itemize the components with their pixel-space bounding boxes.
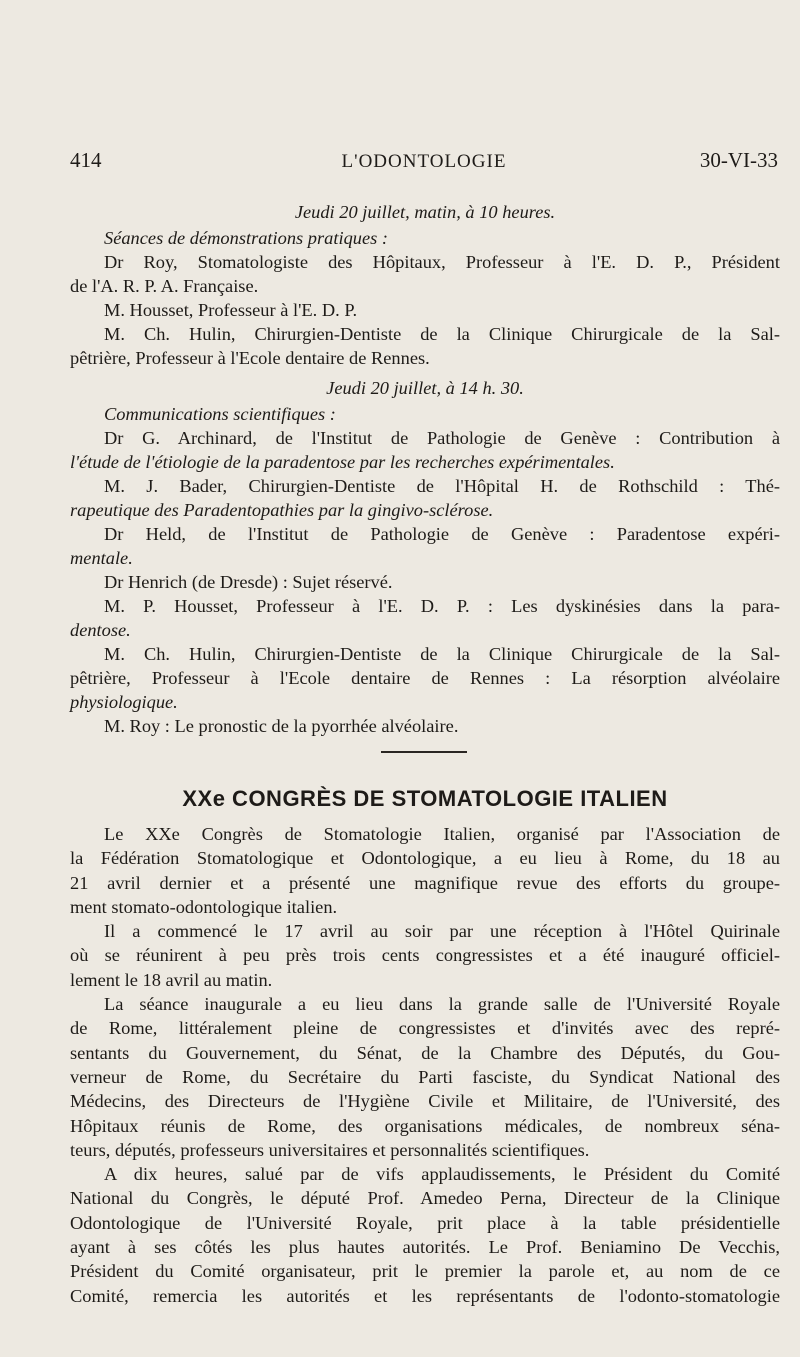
article-line: ayant à ses côtés les plus hautes autorités. Le Prof. Beniamino De Vecchis, [70, 1237, 780, 1257]
article-line: La séance inaugurale a eu lieu dans la grande salle de l'Université Royale [104, 994, 780, 1014]
hulin-line-3: physiologique. [70, 692, 178, 712]
issue-date: 30-VI-33 [699, 148, 778, 172]
article-line: Médecins, des Directeurs de l'Hygiène Civile et Militaire, de l'Université, des [70, 1091, 780, 1111]
afternoon-subheading: Communications scientifiques : [104, 404, 336, 424]
housset-line-2: dentose. [70, 620, 131, 640]
hulin-line-2: pêtrière, Professeur à l'Ecole dentaire de Rennes : La résorption alvéolaire [70, 668, 780, 688]
held-line-1: Dr Held, de l'Institut de Pathologie de Genève : Paradentose expéri- [104, 524, 780, 544]
morning-roy-line-2: de l'A. R. P. A. Française. [70, 276, 259, 296]
article-title: XXe CONGRÈS DE STOMATOLOGIE ITALIEN [182, 786, 668, 811]
article-line: sentants du Gouvernement, du Sénat, de la Chambre des Députés, du Gou- [70, 1043, 780, 1063]
roy-line: M. Roy : Le pronostic de la pyorrhée alvéolaire. [104, 716, 459, 736]
article-line: 21 avril dernier et a présenté une magnifique revue des efforts du groupe- [70, 873, 780, 893]
section-divider [381, 751, 467, 753]
bader-line-2: rapeutique des Paradentopathies par la gingivo-sclérose. [70, 500, 494, 520]
henrich-line: Dr Henrich (de Dresde) : Sujet réservé. [104, 572, 393, 592]
article-line: Le XXe Congrès de Stomatologie Italien, organisé par l'Association de [104, 824, 780, 844]
article-line: Comité, remercia les autorités et les représentants de l'odonto-stomatologie [70, 1286, 780, 1306]
article-line: A dix heures, salué par de vifs applaudissements, le Président du Comité [104, 1164, 780, 1184]
morning-hulin-line-2: pêtrière, Professeur à l'Ecole dentaire de Rennes. [70, 348, 430, 368]
held-line-2: mentale. [70, 548, 133, 568]
afternoon-heading: Jeudi 20 juillet, à 14 h. 30. [326, 378, 524, 398]
hulin-line-1: M. Ch. Hulin, Chirurgien-Dentiste de la Clinique Chirurgicale de la Sal- [104, 644, 780, 664]
journal-title: L'ODONTOLOGIE [341, 151, 507, 172]
article-line: où se réunirent à peu près trois cents congressistes et a été inauguré officiel- [70, 945, 780, 965]
article-line: la Fédération Stomatologique et Odontologique, a eu lieu à Rome, du 18 au [70, 848, 780, 868]
article-line: lement le 18 avril au matin. [70, 970, 273, 990]
article-line: Président du Comité organisateur, prit le premier la parole et, au nom de ce [70, 1261, 780, 1281]
archinard-line-2: l'étude de l'étiologie de la paradentose par les recherches expérimentales. [70, 452, 615, 472]
morning-subheading: Séances de démonstrations pratiques : [104, 228, 388, 248]
article-line: teurs, députés, professeurs universitaires et personnalités scientifiques. [70, 1140, 590, 1160]
morning-heading: Jeudi 20 juillet, matin, à 10 heures. [294, 202, 556, 222]
article-line: National du Congrès, le député Prof. Amedeo Perna, Directeur de la Clinique [70, 1188, 780, 1208]
housset-line-1: M. P. Housset, Professeur à l'E. D. P. : Les dyskinésies dans la para- [104, 596, 780, 616]
article-line: Odontologique de l'Université Royale, prit place à la table présidentielle [70, 1213, 780, 1233]
morning-hulin-line-1: M. Ch. Hulin, Chirurgien-Dentiste de la Clinique Chirurgicale de la Sal- [104, 324, 780, 344]
running-header [70, 148, 778, 178]
article-line: verneur de Rome, du Secrétaire du Parti fasciste, du Syndicat National des [70, 1067, 780, 1087]
archinard-line-1: Dr G. Archinard, de l'Institut de Pathologie de Genève : Contribution à [104, 428, 780, 448]
article-line: Il a commencé le 17 avril au soir par une réception à l'Hôtel Quirinale [104, 921, 780, 941]
morning-roy-line-1: Dr Roy, Stomatologiste des Hôpitaux, Professeur à l'E. D. P., Président [104, 252, 780, 272]
article-line: ment stomato-odontologique italien. [70, 897, 338, 917]
article-line: Hôpitaux réunis de Rome, des organisations médicales, de nombreux séna- [70, 1116, 780, 1136]
morning-housset: M. Housset, Professeur à l'E. D. P. [104, 300, 358, 320]
page-number: 414 [70, 148, 102, 172]
bader-line-1: M. J. Bader, Chirurgien-Dentiste de l'Hôpital H. de Rothschild : Thé- [104, 476, 780, 496]
article-line: de Rome, littéralement pleine de congressistes et d'invités avec des repré- [70, 1018, 780, 1038]
